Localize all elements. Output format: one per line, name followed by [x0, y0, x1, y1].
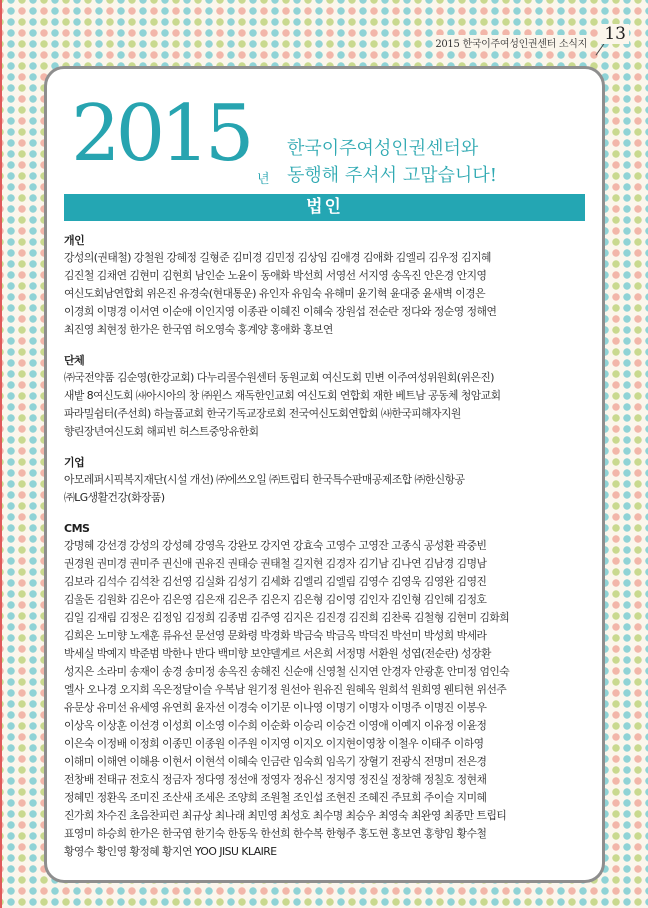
name-line: 새밭 8여신도회 ㈔아시아의 창 ㈜윈스 재독한인교회 여신도회 연합회 재한 베트남 공동체 청암교회	[64, 389, 501, 402]
name-line: 박세실 박예지 박준범 박한나 반다 백미향 보얀델게르 서은희 서정명 서환원 성엽(전순란) 성장환	[64, 647, 491, 660]
name-line: 여신도회남연합회 위은진 유경숙(현대통운) 유인자 유임숙 유해미 윤기혁 윤대중 윤새벽 이경은	[64, 287, 486, 300]
name-line: 성지은 소라미 송재이 송경 송미정 송옥진 송해진 신순애 신영철 신지연 안경자 안광훈 안미정 엄인숙	[64, 665, 510, 678]
name-line: 황영수 황인영 황정혜 황지연 YOO JISU KLAIRE	[64, 845, 277, 858]
name-line: 전창배 전태규 전호식 정금자 정다영 정선애 정영자 정유신 정지영 정진실 정창해 정칠호 정현채	[64, 773, 487, 786]
donor-sections	[64, 233, 592, 861]
name-line: 이상옥 이상훈 이선경 이성희 이소영 이수희 이순화 이승리 이승건 이영애 이예지 이유정 이윤정	[64, 719, 487, 732]
section-title: 개인	[64, 234, 85, 247]
section-individuals	[64, 233, 592, 339]
section-cms	[64, 521, 592, 861]
name-line: ㈜국전약품 김순영(한강교회) 다누리콜수원센터 동원교회 여신도회 민변 이주여성위원회(위은진)	[64, 371, 494, 384]
running-head	[400, 20, 635, 50]
name-line: 이해미 이해연 이해용 이현서 이현석 이혜숙 인금란 임숙희 임옥기 장혈기 전광식 전명미 전은경	[64, 755, 487, 768]
name-line: 파라밀쉼터(주선희) 하늘품교회 한국기독교장로회 전국여신도회연합회 ㈔한국피해자지원	[64, 407, 461, 420]
name-line: 김일 김재림 김정은 김정임 김정희 김종범 김주영 김지은 김진경 김진희 김찬록 김철형 김현미 김화희	[64, 611, 510, 624]
name-line: 향린장년여신도회 해피빈 허스트중앙유한회	[64, 425, 259, 438]
section-title: CMS	[64, 522, 90, 535]
name-line: 이경희 이명경 이서연 이순애 이인지영 이종관 이혜진 이혜숙 장원섭 전순란 정다와 정순영 정해연	[64, 305, 497, 318]
thanks-message	[287, 135, 497, 189]
page-edge-rule	[0, 0, 2, 908]
section-title: 단체	[64, 354, 85, 367]
running-head-title: 2015 한국이주여성인권센터 소식지	[433, 35, 589, 50]
section-organizations	[64, 353, 592, 441]
name-line: ㈜LG생활건강(화장품)	[64, 491, 165, 504]
section-title: 기업	[64, 456, 85, 469]
section-banner: 법인	[64, 194, 585, 221]
name-line: 최진영 최현정 한가은 한국염 허오영숙 홍계양 홍애화 홍보연	[64, 323, 333, 336]
name-line: 표영미 하승희 한가은 한국염 한기숙 한동욱 한선희 한수복 한형주 홍도현 홍보연 홍향임 황수철	[64, 827, 487, 840]
year-unit: 년	[257, 172, 270, 187]
page-number: 13	[601, 24, 629, 44]
content-card	[44, 66, 605, 883]
name-line: 아모레퍼시픽복지재단(시설 개선) ㈜에쓰오일 ㈜트립티 한국특수판매공제조합 ㈜한신항공	[64, 473, 465, 486]
section-companies	[64, 455, 592, 507]
name-line: 유문상 유미선 유세영 유연희 윤자선 이경숙 이기문 이나영 이명기 이명자 이명주 이명진 이봉우	[64, 701, 487, 714]
name-line: 김진철 김채연 김현미 김현희 남인순 노윤이 동애화 박선희 서영선 서지영 송옥진 안은경 안지영	[64, 269, 487, 282]
name-line: 김보라 김석수 김석찬 김선영 김실화 김성기 김세화 김엘리 김엘림 김영수 김영욱 김영완 김영진	[64, 575, 487, 588]
thanks-line-1: 한국이주여성인권센터와	[287, 138, 479, 159]
name-line: 이은숙 이정배 이정희 이종민 이종원 이주원 이지영 이지오 이지현이영창 이철우 이태주 이하영	[64, 737, 484, 750]
name-line: 엘사 오나경 오지희 옥은정달이슬 우복남 원기정 원선아 원유진 원혜옥 원희석 원희영 웬티현 위선주	[64, 683, 507, 696]
name-line: 권경원 권미경 권미주 권신애 권유진 권태승 권태철 길지현 김경자 김기남 김나연 김남경 김명남	[64, 557, 487, 570]
name-line: 강성의(권태철) 강철원 강혜정 길형준 김미경 김민정 김상임 김애경 김애화 김엘리 김우정 김지혜	[64, 251, 491, 264]
name-line: 진가희 차수진 초음찬피런 최규상 최나래 최민영 최성호 최수명 최승우 최영숙 최완영 최종만 트립티	[64, 809, 507, 822]
name-line: 강명혜 강선경 강성의 강성혜 강영옥 강완모 강지연 강효숙 고영수 고영잔 고종식 공성환 곽중빈	[64, 539, 487, 552]
name-line: 정혜민 정환옥 조미진 조산새 조세은 조양희 조원철 조인섭 조현진 조혜진 주묘희 주이슬 지미혜	[64, 791, 487, 804]
name-line: 김희은 노미향 노재훈 류유선 문선영 문화령 박경화 박금숙 박금옥 박덕진 박선미 박성희 박세라	[64, 629, 487, 642]
year-heading: 2015	[71, 89, 250, 179]
name-line: 김울돈 김원화 김은아 김은영 김은재 김은주 김은지 김은형 김이영 김인자 김인형 김인혜 김정호	[64, 593, 487, 606]
thanks-line-2: 동행해 주셔서 고맙습니다!	[287, 165, 497, 186]
